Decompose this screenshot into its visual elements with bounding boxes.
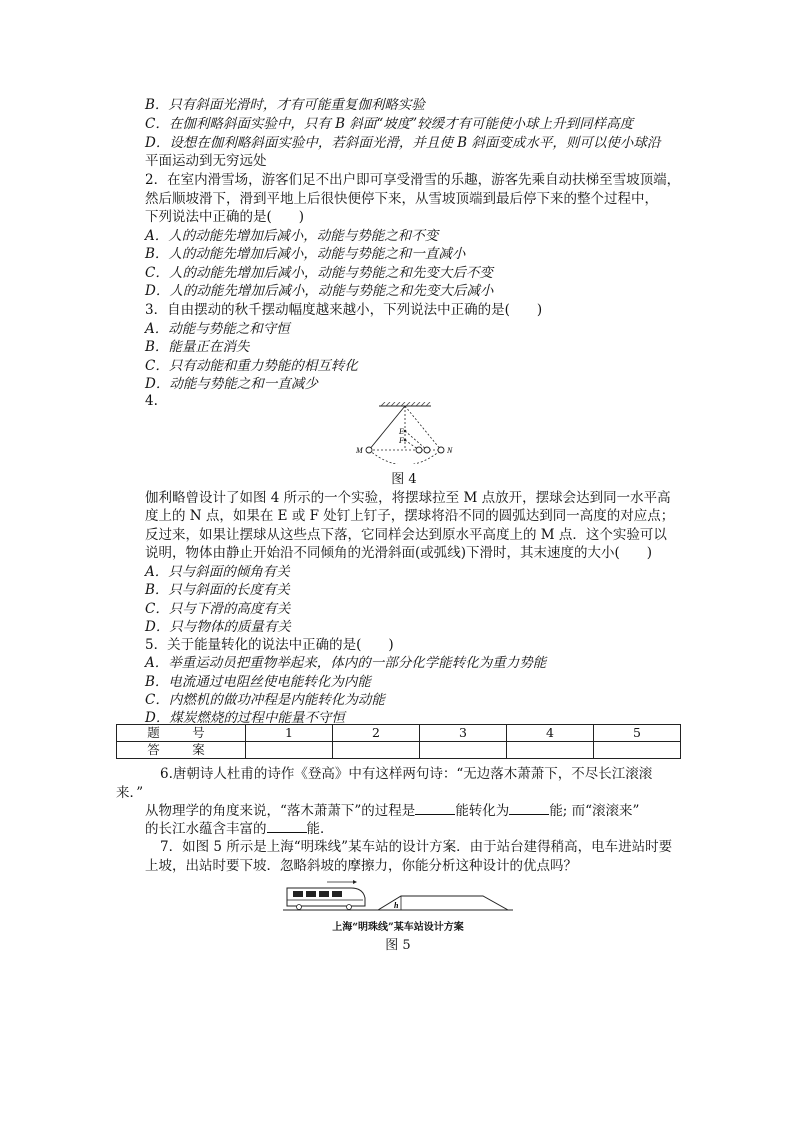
table-row-header (117, 725, 681, 742)
q3-option-c: C．只有动能和重力势能的相互转化 (145, 358, 358, 374)
q3-option-a: A．动能与势能之和守恒 (145, 321, 290, 337)
answer-cell-4[interactable] (507, 742, 594, 759)
q3-stem: 3．自由摆动的秋千摆动幅度越来越小，下列说法中正确的是( ) (145, 302, 543, 318)
q4-stem-line4: 说明，物体由静止开始沿不同倾角的光滑斜面(或弧线)下滑时，其末速度的大小( ) (145, 545, 653, 561)
label-e: E (399, 427, 404, 436)
q6-line3-part3: 能; 而“滚滚来” (549, 803, 640, 819)
ceiling-hatch (381, 402, 430, 406)
answer-cell-2[interactable] (333, 742, 420, 759)
q1-option-c: C．在伽利略斜面实验中，只有 B 斜面“坡度”较缓才有可能使小球上升到同样高度 (145, 116, 634, 132)
train-wheel-2 (347, 905, 352, 910)
ball-m (366, 447, 372, 453)
q2-option-c: C．人的动能先增加后减小，动能与势能之和先变大后不变 (145, 265, 493, 281)
q4-number: 4. (145, 393, 158, 409)
answer-cell-1[interactable] (246, 742, 333, 759)
q7-stem-line2: 上坡，出站时要下坡．忽略斜坡的摩擦力，你能分析这种设计的优点吗？ (145, 858, 577, 874)
answer-table (116, 724, 681, 759)
q5-stem: 5．关于能量转化的说法中正确的是( ) (145, 637, 394, 653)
q4-stem-line3: 反过来，如果让摆球从这些点下落，它同样会达到原水平高度上的 M 点．这个实验可以 (145, 527, 667, 543)
table-col-5: 5 (594, 725, 681, 742)
figure-4-caption: 图 4 (391, 472, 417, 487)
q4-stem-line2: 度上的 N 点，如果在 E 或 F 处钉上钉子，摆球将沿不同的圆弧达到同一高度的对应点； (145, 508, 675, 524)
q4-option-b: B．只与斜面的长度有关 (145, 582, 290, 598)
q6-line4-part1: 的长江水蕴含丰富的 (145, 821, 267, 837)
table-col-2: 2 (333, 725, 420, 742)
q2-option-d: D．人的动能先增加后减小，动能与势能之和先变大后减小 (145, 283, 494, 299)
table-col-1: 1 (246, 725, 333, 742)
nail-e (404, 430, 407, 433)
train-window-1 (293, 891, 303, 897)
q6-line3-part1: 从物理学的角度来说，“落木萧萧下”的过程是 (145, 803, 416, 819)
q2-stem-line3: 下列说法中正确的是( ) (145, 209, 305, 225)
q2-stem-line1: 2．在室内滑雪场，游客们足不出户即可享受滑雪的乐趣，游客先乘自动扶梯至雪坡顶端， (145, 172, 681, 188)
q4-option-d: D．只与物体的质量有关 (145, 619, 291, 635)
q1-option-d: D．设想在伽利略斜面实验中，若斜面光滑，并且使 B 斜面变成水平，则可以使小球沿 (145, 135, 661, 151)
q7-stem-line1: 7．如图 5 所示是上海“明珠线”某车站的设计方案．由于站台建得稍高，电车进站时要 (160, 839, 673, 855)
swing-arc (369, 450, 441, 464)
q4-option-a: A．只与斜面的倾角有关 (145, 564, 290, 580)
ball-f (416, 447, 422, 453)
q6-blank-3[interactable] (267, 820, 307, 833)
table-col-4: 4 (507, 725, 594, 742)
q5-option-c: C．内燃机的做功冲程是内能转化为动能 (145, 692, 385, 708)
q5-option-d: D．煤炭燃烧的过程中能量不守恒 (145, 710, 345, 726)
table-header-answer: 答 案 (117, 742, 246, 759)
q2-option-a: A．人的动能先增加后减小，动能与势能之和不变 (145, 228, 439, 244)
figure-5-caption: 图 5 (385, 938, 411, 953)
q2-stem-line2: 然后顺坡滑下，滑到平地上后很快便停下来，从雪坡顶端到最后停下来的整个过程中， (145, 191, 658, 207)
q6-stem-line1: 6.唐朝诗人杜甫的诗作《登高》中有这样两句诗：“无边落木萧萧下，不尽长江滚滚 (160, 766, 653, 782)
q3-option-b: B．能量正在消失 (145, 339, 250, 355)
q5-option-a: A．举重运动员把重物举起来，体内的一部分化学能转化为重力势能 (145, 655, 547, 671)
train-window-4 (332, 891, 342, 897)
string-from-e (405, 431, 427, 450)
table-header-number: 题 号 (117, 725, 246, 742)
arrow-head (353, 880, 357, 884)
q1-option-d-cont: 平面运动到无穷远处 (145, 153, 267, 169)
label-f: F (399, 436, 404, 445)
q6-stem-line4 (145, 820, 334, 838)
q6-line4-part2: 能． (306, 821, 334, 837)
ball-n (438, 447, 444, 453)
q6-stem-line2: 来．” (116, 785, 144, 801)
label-n: N (447, 446, 453, 455)
station-figure (283, 876, 513, 918)
string-to-n (405, 406, 441, 450)
height-label-h: h (394, 901, 399, 910)
q2-option-b: B．人的动能先增加后减小，动能与势能之和一直减小 (145, 246, 466, 262)
q3-option-d: D．动能与势能之和一直减少 (145, 376, 318, 392)
q6-blank-2[interactable] (509, 802, 549, 815)
q4-option-c: C．只与下滑的高度有关 (145, 601, 291, 617)
pendulum-figure (345, 402, 475, 464)
answer-cell-5[interactable] (594, 742, 681, 759)
nail-f (404, 439, 407, 442)
q6-blank-1[interactable] (415, 802, 455, 815)
train-window-2 (306, 891, 316, 897)
q6-stem-line3 (145, 802, 639, 820)
figure-5-title: 上海“明珠线”某车站设计方案 (332, 922, 464, 933)
table-col-3: 3 (420, 725, 507, 742)
table-row-answers (117, 742, 681, 759)
train-window-3 (319, 891, 329, 897)
answer-cell-3[interactable] (420, 742, 507, 759)
label-m: M (356, 446, 363, 455)
q4-stem-line1: 伽利略曾设计了如图 4 所示的一个实验，将摆球拉至 M 点放开，摆球会达到同一水平高 (145, 490, 671, 506)
train-wheel-1 (297, 905, 302, 910)
q5-option-b: B．电流通过电阻丝使电能转化为内能 (145, 674, 371, 690)
q6-line3-part2: 能转化为 (455, 803, 510, 819)
q1-option-b: B．只有斜面光滑时，才有可能重复伽利略实验 (145, 97, 425, 113)
ball-e (424, 447, 430, 453)
